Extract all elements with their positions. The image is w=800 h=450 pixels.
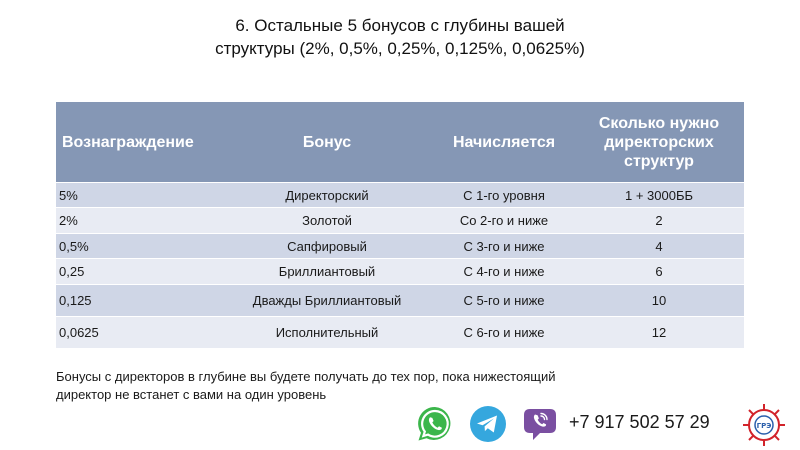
cell-accrued: Со 2-го и ниже	[434, 208, 574, 234]
cell-reward: 0,5%	[56, 234, 220, 259]
cell-structures: 12	[574, 317, 744, 348]
table-row	[56, 208, 744, 234]
cell-bonus: Исполнительный	[220, 317, 434, 348]
slide-title	[0, 14, 800, 60]
cell-structures: 6	[574, 259, 744, 285]
cell-bonus: Золотой	[220, 208, 434, 234]
logo-text: ГРЭ	[756, 422, 772, 430]
cell-reward: 2%	[56, 208, 220, 234]
viber-icon[interactable]	[520, 404, 560, 444]
cell-accrued: С 1-го уровня	[434, 183, 574, 208]
cell-reward: 5%	[56, 183, 220, 208]
cell-structures: 1 + 3000ББ	[574, 183, 744, 208]
note-line-2: директор не встанет с вами на один уровень	[56, 387, 327, 402]
cell-accrued: С 4-го и ниже	[434, 259, 574, 285]
cell-structures: 2	[574, 208, 744, 234]
note-text	[56, 368, 756, 404]
bonus-table	[56, 102, 744, 348]
cell-bonus: Сапфировый	[220, 234, 434, 259]
cell-reward: 0,25	[56, 259, 220, 285]
title-line-2: структуры (2%, 0,5%, 0,25%, 0,125%, 0,0625%)	[215, 39, 585, 58]
header-reward: Вознаграждение	[56, 102, 220, 183]
cell-bonus: Бриллиантовый	[220, 259, 434, 285]
telegram-icon[interactable]	[468, 404, 508, 444]
cell-reward: 0,125	[56, 285, 220, 317]
cell-reward: 0,0625	[56, 317, 220, 348]
title-line-1: 6. Остальные 5 бонусов с глубины вашей	[235, 16, 565, 35]
table-header-row	[56, 102, 744, 183]
cell-bonus: Дважды Бриллиантовый	[220, 285, 434, 317]
cell-bonus: Директорский	[220, 183, 434, 208]
cell-accrued: С 5-го и ниже	[434, 285, 574, 317]
note-line-1: Бонусы с директоров в глубине вы будете получать до тех пор, пока нижестоящий	[56, 369, 556, 384]
company-logo	[740, 402, 788, 448]
cell-structures: 10	[574, 285, 744, 317]
table-row	[56, 183, 744, 208]
table-row	[56, 285, 744, 317]
table-row	[56, 259, 744, 285]
header-accrued: Начисляется	[434, 102, 574, 183]
cell-accrued: С 6-го и ниже	[434, 317, 574, 348]
whatsapp-icon[interactable]	[415, 404, 455, 444]
cell-structures: 4	[574, 234, 744, 259]
header-bonus: Бонус	[220, 102, 434, 183]
table-row	[56, 234, 744, 259]
cell-accrued: С 3-го и ниже	[434, 234, 574, 259]
table-row	[56, 317, 744, 348]
phone-number[interactable]: +7 917 502 57 29	[569, 412, 710, 432]
header-structures-needed: Сколько нужно директорских структур	[574, 102, 744, 183]
